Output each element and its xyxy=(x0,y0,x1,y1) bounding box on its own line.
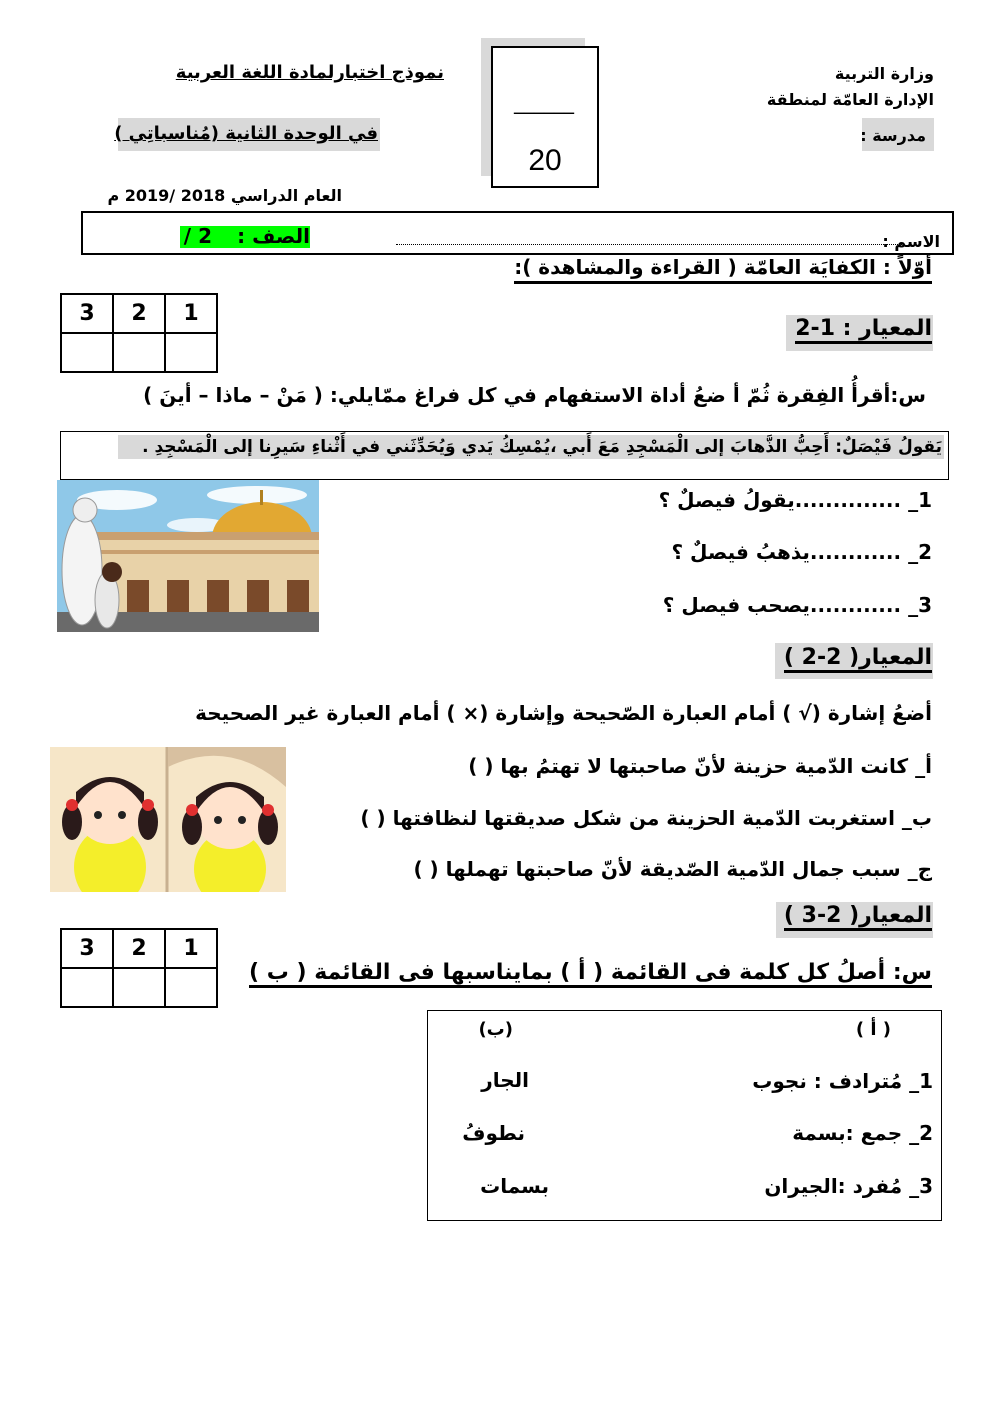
score-header-2: 2 xyxy=(113,929,165,968)
dolls-illustration xyxy=(50,747,286,892)
column-a-header: ( أ ) xyxy=(855,1019,891,1040)
score-table-2 xyxy=(60,928,218,1008)
score-cell[interactable] xyxy=(61,968,113,1007)
score-cell[interactable] xyxy=(165,333,217,372)
criterion-2: المعيار( 2-2 ) xyxy=(784,645,932,673)
exam-title: نموذج اختبارلمادة اللغة العربية xyxy=(175,62,444,83)
true-false-item-1: أ_ كانت الدّمية حزينة لأنّ صاحبتها لا تهتمُ بها ( ) xyxy=(468,754,932,778)
school-year: العام الدراسي 2018 /2019 م xyxy=(107,186,342,205)
school-label: مدرسة : xyxy=(860,126,926,145)
score-header-3: 3 xyxy=(61,929,113,968)
column-b-item-3: بسمات xyxy=(480,1174,549,1198)
grade-total: 20 xyxy=(528,144,562,177)
criterion-3: المعيار( 2-3 ) xyxy=(784,903,932,931)
directorate-name: الإدارة العامّة لمنطقة xyxy=(766,90,934,109)
grade-label: الصف : xyxy=(237,224,310,248)
question-1-item-3: 3_ ............يصحب فيصل ؟ xyxy=(662,593,932,617)
criterion-1: المعيار : 1-2 xyxy=(795,316,932,344)
score-table-1 xyxy=(60,293,218,373)
column-b-item-2: نطوفُ xyxy=(462,1121,525,1145)
question-1: س:أقرأُ الفِقرة ثُمّ أ ضعُ أداة الاستفهام في كل فراغ ممّايلي: ( مَنْ – ماذا – أينَ ) xyxy=(143,383,926,407)
column-a-item-1: 1_ مُترادف : نجوب xyxy=(752,1069,933,1093)
score-cell[interactable] xyxy=(165,968,217,1007)
passage-text: يَقولُ فَيْصَلٌ: أَحِبُّ الذَّهابَ إلى الْمَسْجِدِ مَعَ أَبي ،يُمْسِكُ يَدي وَيُحَدِّثَني في أَثْناءِ سَيرِنا إلى الْمَسْجِدِ . xyxy=(142,437,942,457)
score-header-3: 3 xyxy=(61,294,113,333)
question-3: س: أصلُ كل كلمة فى القائمة ( أ ) بمايناسبها فى القائمة ( ب ) xyxy=(249,960,932,988)
ministry-name: وزارة التربية xyxy=(834,64,934,83)
column-b-header: (ب) xyxy=(478,1019,513,1040)
question-1-item-1: 1_ ..............يقولُ فيصلٌ ؟ xyxy=(658,488,932,512)
matching-box xyxy=(427,1010,942,1221)
grade-value: 2 / xyxy=(183,224,212,248)
score-header-2: 2 xyxy=(113,294,165,333)
section2-instruction: أضعُ إشارة (√ ) أمام العبارة الصّحيحة وإشارة (× ) أمام العبارة غير الصحيحة xyxy=(195,701,932,725)
mosque-illustration xyxy=(57,480,319,632)
score-cell[interactable] xyxy=(61,333,113,372)
unit-title: في الوحدة الثانية (مُناسباتِي ) xyxy=(114,123,378,144)
name-label: الاسم : xyxy=(882,232,940,251)
column-a-item-2: 2_ جمع :بسمة xyxy=(792,1121,933,1145)
name-input[interactable] xyxy=(396,244,904,245)
score-cell[interactable] xyxy=(113,968,165,1007)
score-header-1: 1 xyxy=(165,294,217,333)
score-cell[interactable] xyxy=(113,333,165,372)
grade-box xyxy=(491,46,599,188)
question-1-item-2: 2_ ............يذهبُ فيصلٌ ؟ xyxy=(671,540,932,564)
column-a-item-3: 3_ مُفرد :الجيران xyxy=(764,1174,933,1198)
section1-title: أوّلاً : الكفايَة العامّة ( القراءة والمشاهدة ): xyxy=(514,255,932,284)
score-header-1: 1 xyxy=(165,929,217,968)
true-false-item-2: ب_ استغربت الدّمية الحزينة من شكل صديقتها لنظافتها ( ) xyxy=(360,806,932,830)
grade-blank: ______ xyxy=(514,90,574,114)
true-false-item-3: ج_ سبب جمال الدّمية الصّديقة لأنّ صاحبتها تهملها ( ) xyxy=(413,857,932,881)
column-b-item-1: الجار xyxy=(481,1068,529,1092)
